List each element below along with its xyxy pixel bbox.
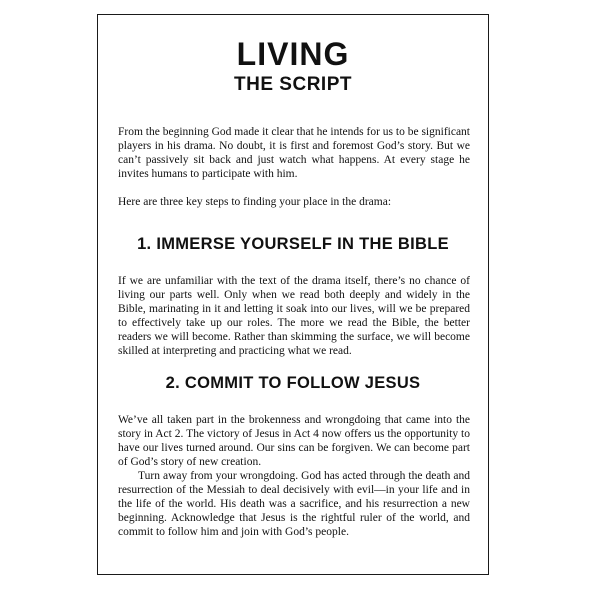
step2-heading: 2. COMMIT TO FOLLOW JESUS bbox=[165, 374, 421, 392]
step1-heading: 1. IMMERSE YOURSELF IN THE BIBLE bbox=[137, 235, 449, 253]
document-page bbox=[97, 14, 489, 575]
page-title: LIVING bbox=[236, 36, 350, 72]
step1-paragraph: If we are unfamiliar with the text of the drama itself, there’s no chance of living our parts well. Only when we read both deeply and widely in the Bible, marinating in it and letting it soak into our lives, will we be prepared to effectively take up our roles. The more we read the Bible, the better readers we will become. Rather than skimming the surface, we will become skilled at interpreting and practicing what we read. bbox=[118, 275, 470, 357]
intro-lead: Here are three key steps to finding your place in the drama: bbox=[118, 196, 392, 208]
step2-paragraph-1: We’ve all taken part in the brokenness and wrongdoing that came into the story in Act 2. The victory of Jesus in Act 4 now offers us the opportunity to have our lives turned around. Our sins can be forgiven. We can become part of God’s story of new creation. bbox=[118, 414, 470, 468]
page-subtitle: THE SCRIPT bbox=[234, 74, 352, 95]
step2-paragraph-2: Turn away from your wrongdoing. God has acted through the death and resurrection of the Messiah to deal decisively with evil—in your life and in the life of the world. His death was a sacrifice, and his resurrection a new beginning. Acknowledge that Jesus is the rightful ruler of the world, and commit to follow him and join with God’s people. bbox=[118, 470, 470, 538]
intro-paragraph: From the beginning God made it clear that he intends for us to be significant players in his drama. No doubt, it is first and foremost God’s story. But we can’t passively sit back and just watch what happens. At every stage he invites humans to participate with him. bbox=[118, 126, 470, 180]
